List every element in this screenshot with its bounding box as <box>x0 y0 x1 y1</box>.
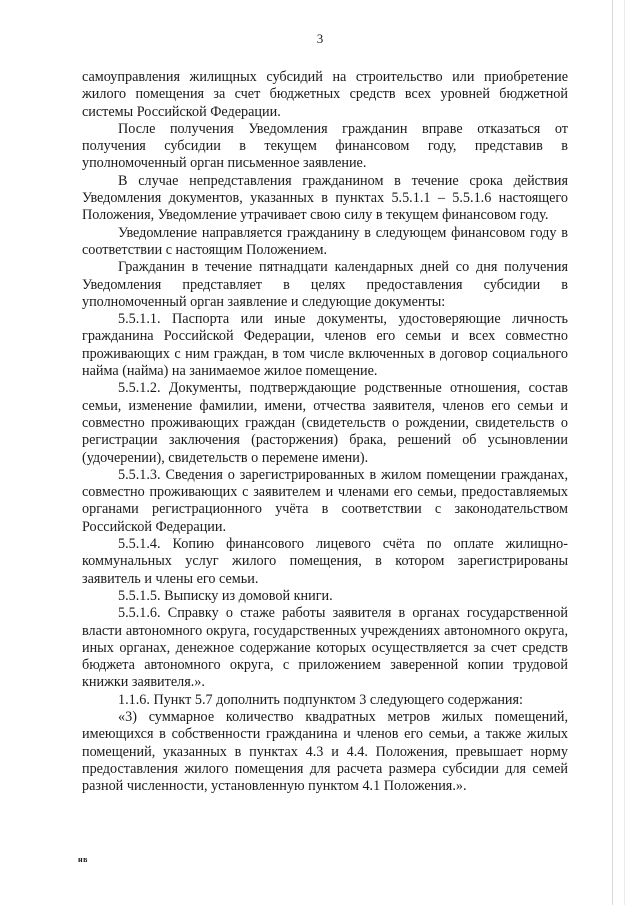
scan-edge <box>612 0 613 905</box>
footer-mark: нв <box>78 855 88 864</box>
paragraph: Гражданин в течение пятнадцати календарных дней со дня получения Уведомления представляет в целях предоставления субсидии в уполномоченный орган заявление и следующие документы: <box>82 259 568 310</box>
scan-edge <box>624 0 625 905</box>
paragraph: 5.5.1.5. Выписку из домовой книги. <box>118 587 333 604</box>
paragraph: 5.5.1.4. Копию финансового лицевого счёта по оплате жилищно-коммунальных услуг жилого помещения, в котором зарегистрированы заявитель и члены его семьи. <box>82 536 568 587</box>
paragraph: 5.5.1.1. Паспорта или иные документы, удостоверяющие личность гражданина Российской Федерации, членов его семьи и всех совместно проживающих с ним граждан, в том числе включенных в договор социального найма (найма) на занимаемое жилое помещение. <box>82 311 568 380</box>
paragraph: После получения Уведомления гражданин вправе отказаться от получения субсидии в текущем финансовом году, представив в уполномоченный орган письменное заявление. <box>82 120 568 172</box>
paragraph: 5.5.1.6. Справку о стаже работы заявителя в органах государственной власти автономного округа, государственных учреждениях автономного округа, иных органах, денежное содержание которых осуществляется за счет средств бюджета автономного округа, с приложением заверенной копии трудовой книжки заявителя.». <box>82 605 568 691</box>
paragraph: 5.5.1.2. Документы, подтверждающие родственные отношения, состав семьи, изменение фамилии, имени, отчества заявителя, членов его семьи и совместно проживающих граждан (свидетельств о рождении, свидетельств о регистрации заключения (расторжения) брака, решений об усыновлении (удочерении), свидетельств о перемене имени). <box>82 380 568 466</box>
body-text <box>82 69 568 795</box>
paragraph: В случае непредставления гражданином в течение срока действия Уведомления документов, указанных в пунктах 5.5.1.1 – 5.5.1.6 настоящего Положения, Уведомление утрачивает свою силу в текущем финансовом году. <box>82 172 568 224</box>
paragraph: «3) суммарное количество квадратных метров жилых помещений, имеющихся в собственности гражданина и членов его семьи, а также жилых помещений, указанных в пунктах 4.3 и 4.4. Положения, превышает норму предоставления жилого помещения для расчета размера субсидии для семей разной численности, установленную пунктом 4.1 Положения.». <box>82 708 568 795</box>
page-number: 3 <box>316 31 324 46</box>
paragraph: 5.5.1.3. Сведения о зарегистрированных в жилом помещении гражданах, совместно проживающих с заявителем и членами его семьи, предоставляемых органами регистрационного учёта в соответствии с законодательством Российской Федерации. <box>82 466 568 535</box>
paragraph: 1.1.6. Пункт 5.7 дополнить подпунктом 3 следующего содержания: <box>118 691 523 708</box>
paragraph: Уведомление направляется гражданину в следующем финансовом году в соответствии с настоящим Положением. <box>82 224 568 258</box>
paragraph: самоуправления жилищных субсидий на строительство или приобретение жилого помещения за счет бюджетных средств всех уровней бюджетной системы Российской Федерации. <box>82 69 568 120</box>
